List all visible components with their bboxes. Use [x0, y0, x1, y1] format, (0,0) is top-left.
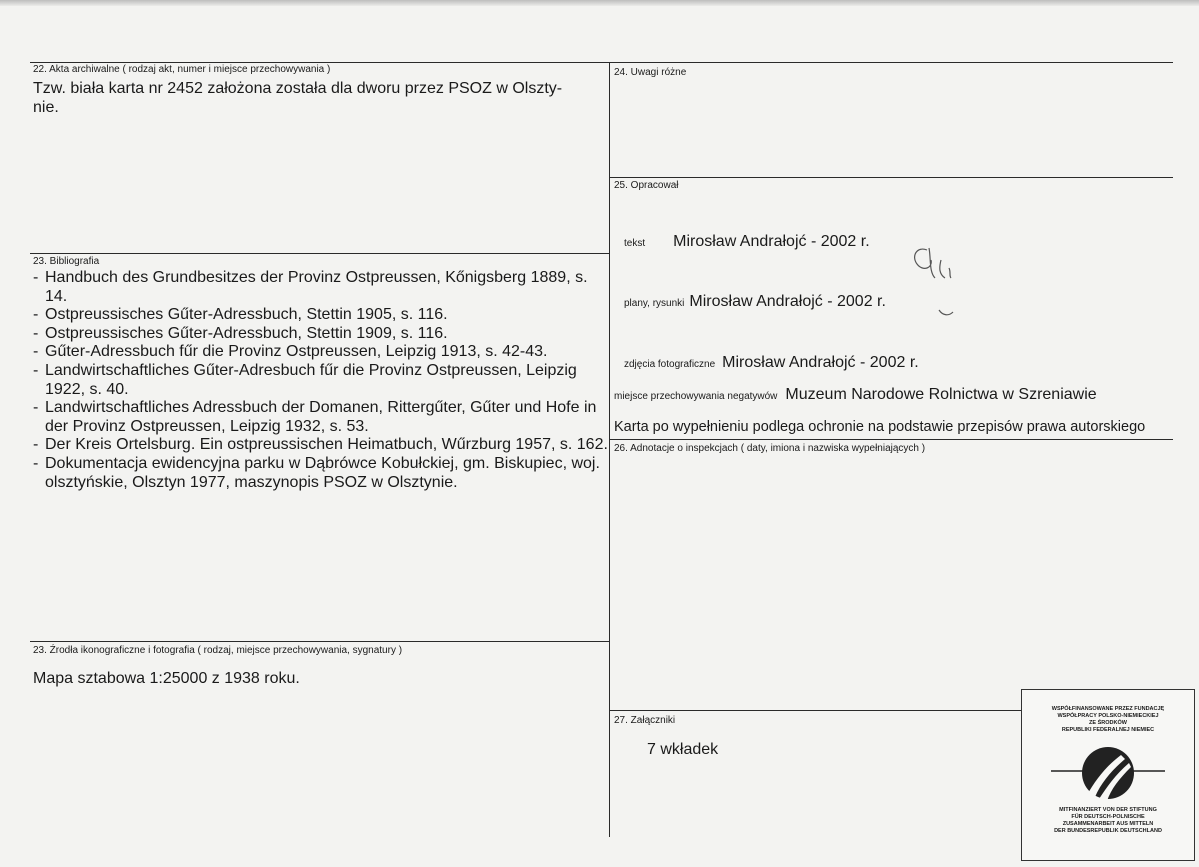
foundation-logo-icon — [1043, 745, 1173, 805]
author-text-label: tekst — [624, 238, 646, 249]
divider — [610, 177, 1173, 178]
stamp-german-text — [1022, 807, 1194, 835]
section-27-label: 27. Załączniki — [614, 715, 676, 726]
stamp-line: ZUSAMMENARBEIT AUS MITTELN — [1062, 821, 1154, 827]
bibliography-item: - Handbuch des Grundbesitzes der Provinz Ostpreussen, Kőnigsberg 1889, s. 14. — [33, 269, 608, 306]
divider — [610, 710, 1021, 711]
author-text-row — [624, 233, 870, 251]
section-23-iconography-label: 23. Źrodła ikonograficzne i fotografia ( rodzaj, miejsce przechowywania, sygnatury ) — [33, 645, 403, 656]
bibliography-item: - Dokumentacja ewidencyjna parku w Dąbrówce Kobułckiej, gm. Biskupiec, woj. olsztyńskie, Olsztyn 1977, maszynopis PSOZ w Olsztynie. — [33, 455, 608, 492]
bibliography-item: - Landwirtschaftliches Gűter-Adresbuch fűr die Provinz Ostpreussen, Leipzig 1922, s. 40. — [33, 362, 608, 399]
stamp-line: REPUBLIKI FEDERALNEJ NIEMIEC — [1061, 727, 1155, 733]
bibliography-list — [33, 269, 608, 492]
author-plans-label: plany, rysunki — [624, 298, 685, 309]
section-25-label: 25. Opracował — [614, 180, 679, 191]
column-divider — [609, 62, 610, 837]
author-photos-value: Mirosław Andrałojć - 2002 r. — [722, 354, 919, 371]
stamp-line: ZE ŚRODKÓW — [1089, 720, 1127, 726]
section-26-label: 26. Adnotacje o inspekcjach ( daty, imiona i nazwiska wypełniających ) — [614, 443, 926, 454]
author-photos-row — [624, 354, 919, 372]
funding-stamp — [1021, 689, 1195, 861]
section-23-iconography-text: Mapa sztabowa 1:25000 z 1938 roku. — [33, 670, 300, 687]
copyright-notice: Karta po wypełnieniu podlega ochronie na podstawie przepisów prawa autorskiego — [614, 419, 1146, 435]
section-23-bibliography-label: 23. Bibliografia — [33, 256, 100, 267]
section-22-line: nie. — [33, 98, 59, 116]
stamp-polish-text — [1022, 706, 1194, 734]
author-plans-value: Mirosław Andrałojć - 2002 r. — [689, 293, 886, 310]
section-24-label: 24. Uwagi różne — [614, 67, 687, 78]
negatives-storage-value: Muzeum Narodowe Rolnictwa w Szreniawie — [785, 386, 1097, 403]
bibliography-item: - Ostpreussisches Gűter-Adressbuch, Stettin 1905, s. 116. — [33, 306, 608, 325]
divider — [30, 62, 1173, 63]
bibliography-item: - Der Kreis Ortelsburg. Ein ostpreussischen Heimatbuch, Wűrzburg 1957, s. 162. — [33, 436, 608, 455]
section-22-label: 22. Akta archiwalne ( rodzaj akt, numer i miejsce przechowywania ) — [33, 64, 331, 75]
stamp-line: DER BUNDESREPUBLIK DEUTSCHLAND — [1054, 828, 1162, 834]
stamp-line: MITFINANZIERT VON DER STIFTUNG — [1059, 807, 1157, 813]
scan-edge — [0, 0, 1199, 6]
stamp-line: WSPÓŁFINANSOWANE PRZEZ FUNDACJĘ — [1051, 706, 1165, 712]
stamp-line: WSPÓŁPRACY POLSKO-NIEMIECKIEJ — [1057, 713, 1159, 719]
attachments-value: 7 wkładek — [647, 741, 719, 758]
section-22-line: Tzw. biała karta nr 2452 założona została dla dworu przez PSOZ w Olszty- — [33, 80, 563, 97]
stamp-line: FÜR DEUTSCH-POLNISCHE — [1071, 814, 1145, 820]
author-text-value: Mirosław Andrałojć - 2002 r. — [673, 233, 870, 250]
bibliography-item: - Gűter-Adressbuch fűr die Provinz Ostpreussen, Leipzig 1913, s. 42-43. — [33, 343, 608, 362]
author-plans-row — [624, 293, 886, 311]
negatives-storage-label: miejsce przechowywania negatywów — [614, 391, 778, 402]
divider — [30, 641, 610, 642]
author-photos-label: zdjęcia fotograficzne — [624, 359, 716, 370]
divider — [610, 439, 1173, 440]
bibliography-item: - Landwirtschaftliches Adressbuch der Domanen, Rittergűter, Gűter und Hofe in der Provinz Ostpreussen, Leipzig 1932, s. 53. — [33, 399, 608, 436]
handwritten-signature — [905, 238, 965, 323]
section-22-text — [33, 80, 608, 117]
negatives-storage-row — [614, 386, 1097, 404]
bibliography-item: - Ostpreussisches Gűter-Adressbuch, Stettin 1909, s. 116. — [33, 325, 608, 344]
divider — [30, 253, 610, 254]
